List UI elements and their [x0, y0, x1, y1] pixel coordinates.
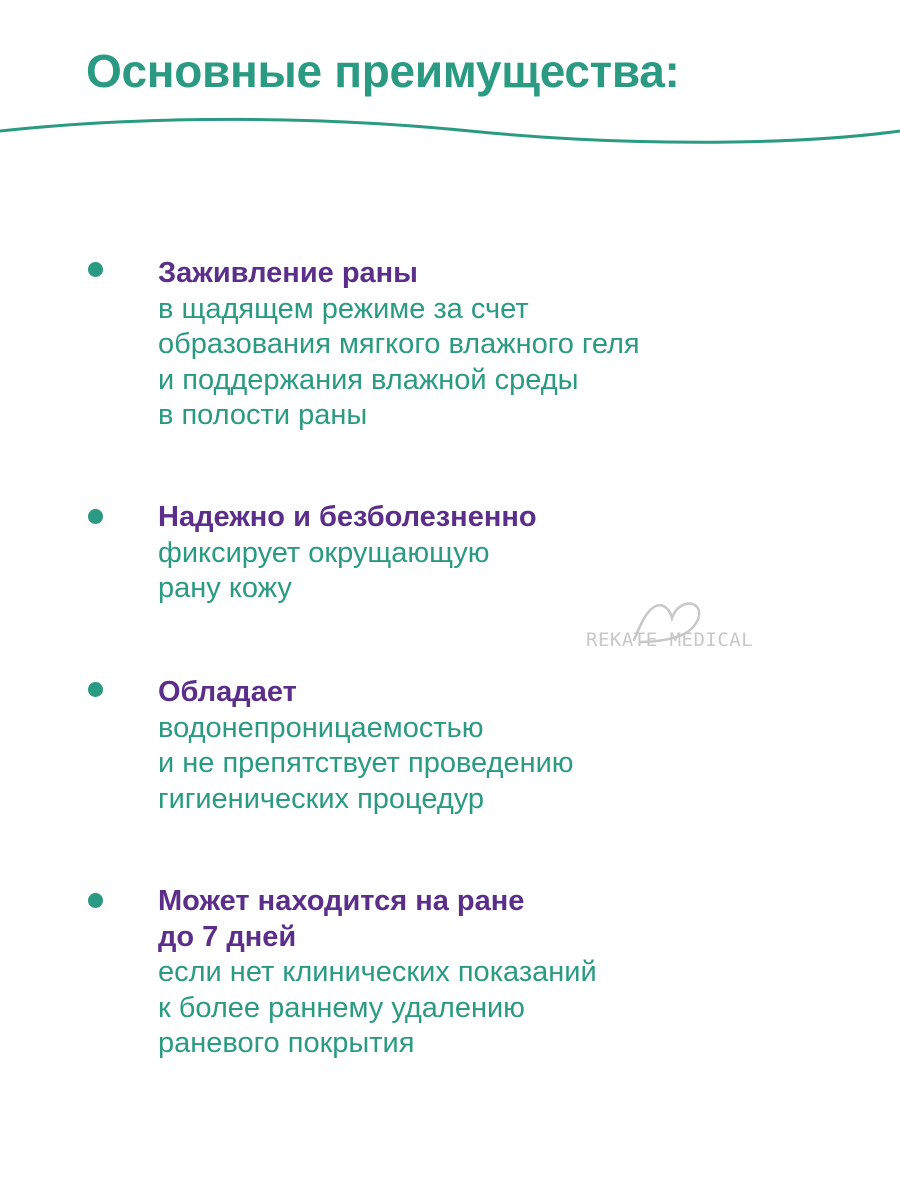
bullet-dot: [88, 893, 103, 908]
benefit-heading: Заживление раны: [158, 257, 418, 289]
benefit-description: водонепроницаемостью и не препятствует проведению гигиенических процедур: [158, 711, 574, 815]
wave-divider: [0, 110, 900, 170]
benefit-text: [158, 884, 878, 1062]
bullet-dot: [88, 682, 103, 697]
benefit-description: если нет клинических показаний к более раннему удалению раневого покрытия: [158, 956, 597, 1059]
watermark: [586, 596, 786, 660]
bullet-dot: [88, 262, 103, 277]
benefit-heading: Надежно и безболезненно: [158, 501, 537, 533]
page-title: Основные преимущества:: [86, 45, 680, 97]
benefit-text: [158, 500, 878, 607]
bullet-dot: [88, 509, 103, 524]
benefit-description: фиксирует окрущающую рану кожу: [158, 536, 490, 604]
benefit-text: [158, 675, 878, 817]
benefit-heading: Обладает: [158, 676, 297, 708]
watermark-text: REKATE MEDICAL: [586, 629, 754, 651]
benefit-heading: Может находится на ране до 7 дней: [158, 885, 525, 953]
benefit-description: в щадящем режиме за счет образования мягкого влажного геля и поддержания влажной среды в полости раны: [158, 292, 640, 431]
benefit-text: [158, 256, 878, 434]
